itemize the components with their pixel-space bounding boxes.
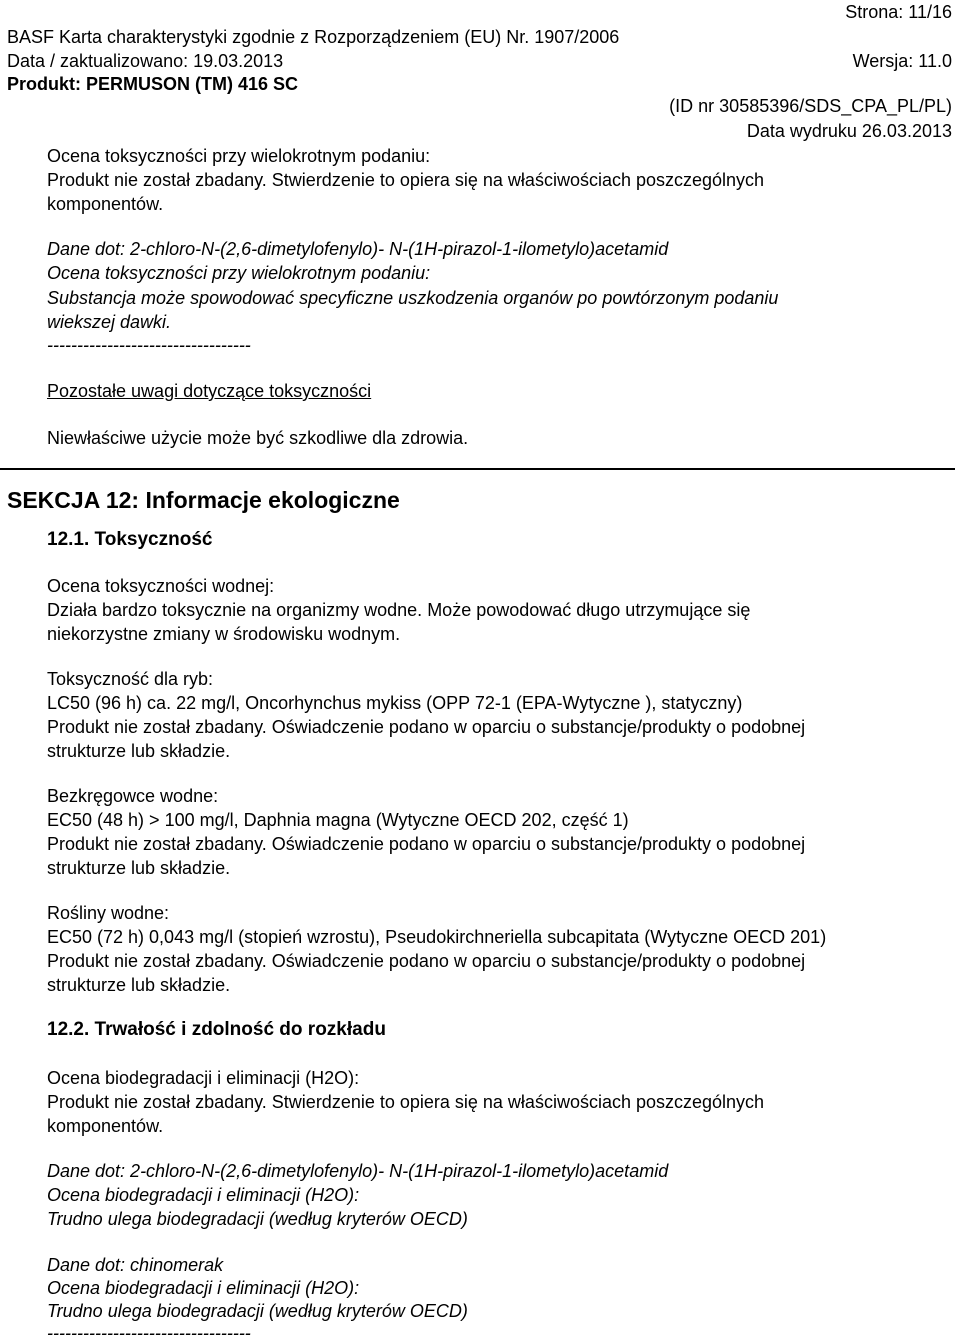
substance-1-data-label: Dane dot: 2-chloro-N-(2,6-dimetylofenylo)- N-(1H-pirazol-1-ilometylo)acetamid [47,1161,669,1181]
aquatic-toxicity-label: Ocena toksyczności wodnej: [47,576,275,596]
print-date: Data wydruku 26.03.2013 [746,121,952,141]
repeated-dose-text-cont: komponentów. [47,194,164,214]
document-id: (ID nr 30585396/SDS_CPA_PL/PL) [669,96,952,116]
separator-dashes: ---------------------------------- [47,335,251,355]
biodegradation-text-cont: komponentów. [47,1116,164,1136]
revision-date: Data / zaktualizowano: 19.03.2013 [7,51,284,71]
version-label: Wersja: 11.0 [852,51,952,71]
substance-repeated-dose-label: Ocena toksyczności przy wielokrotnym podaniu: [47,263,431,283]
other-toxicity-heading: Pozostałe uwagi dotyczące toksyczności [47,381,372,401]
substance-1-biodegradation-text: Trudno ulega biodegradacji (według kryterów OECD) [47,1209,468,1229]
fish-toxicity-value: LC50 (96 h) ca. 22 mg/l, Oncorhynchus mykiss (OPP 72-1 (EPA-Wytyczne ), statyczny) [47,693,743,713]
invertebrates-note-cont: strukturze lub składzie. [47,858,231,878]
invertebrates-label: Bezkręgowce wodne: [47,786,219,806]
page-number: Strona: 11/16 [845,2,952,22]
repeated-dose-label: Ocena toksyczności przy wielokrotnym podaniu: [47,146,431,166]
substance-2-data-label: Dane dot: chinomerak [47,1255,224,1275]
substance-repeated-dose-text: Substancja może spowodować specyficzne uszkodzenia organów po powtórzonym podaniu [47,288,779,308]
separator-dashes-bottom: ---------------------------------- [47,1323,251,1343]
aquatic-plants-label: Rośliny wodne: [47,903,170,923]
subsection-12-1-title: 12.1. Toksyczność [47,529,213,550]
repeated-dose-text: Produkt nie został zbadany. Stwierdzenie to opiera się na właściwościach poszczególnych [47,170,765,190]
subsection-12-2-title: 12.2. Trwałość i zdolność do rozkładu [47,1019,386,1040]
section-12-title: SEKCJA 12: Informacje ekologiczne [7,487,400,513]
other-toxicity-text: Niewłaściwe użycie może być szkodliwe dla zdrowia. [47,428,469,448]
aquatic-plants-note: Produkt nie został zbadany. Oświadczenie podano w oparciu o substancje/produkty o podobnej [47,951,806,971]
substance-2-biodegradation-text: Trudno ulega biodegradacji (według kryterów OECD) [47,1301,468,1321]
fish-toxicity-note-cont: strukturze lub składzie. [47,741,231,761]
substance-1-biodegradation-label: Ocena biodegradacji i eliminacji (H2O): [47,1185,360,1205]
product-name: Produkt: PERMUSON (TM) 416 SC [7,74,299,94]
fish-toxicity-note: Produkt nie został zbadany. Oświadczenie podano w oparciu o substancje/produkty o podobnej [47,717,806,737]
fish-toxicity-label: Toksyczność dla ryb: [47,669,214,689]
biodegradation-label: Ocena biodegradacji i eliminacji (H2O): [47,1068,360,1088]
invertebrates-value: EC50 (48 h) > 100 mg/l, Daphnia magna (Wytyczne OECD 202, część 1) [47,810,629,830]
biodegradation-text: Produkt nie został zbadany. Stwierdzenie to opiera się na właściwościach poszczególnych [47,1092,765,1112]
invertebrates-note: Produkt nie został zbadany. Oświadczenie podano w oparciu o substancje/produkty o podobnej [47,834,806,854]
aquatic-plants-note-cont: strukturze lub składzie. [47,975,231,995]
aquatic-toxicity-text: Działa bardzo toksycznie na organizmy wodne. Może powodować długo utrzymujące się [47,600,751,620]
aquatic-toxicity-text-cont: niekorzystne zmiany w środowisku wodnym. [47,624,401,644]
aquatic-plants-value: EC50 (72 h) 0,043 mg/l (stopień wzrostu), Pseudokirchneriella subcapitata (Wytyczne OECD 201) [47,927,827,947]
section-divider [0,468,955,470]
substance-2-biodegradation-label: Ocena biodegradacji i eliminacji (H2O): [47,1278,360,1298]
document-title: BASF Karta charakterystyki zgodnie z Rozporządzeniem (EU) Nr. 1907/2006 [7,27,620,47]
substance-repeated-dose-text-cont: wiekszej dawki. [47,312,172,332]
substance-data-label: Dane dot: 2-chloro-N-(2,6-dimetylofenylo)- N-(1H-pirazol-1-ilometylo)acetamid [47,239,669,259]
